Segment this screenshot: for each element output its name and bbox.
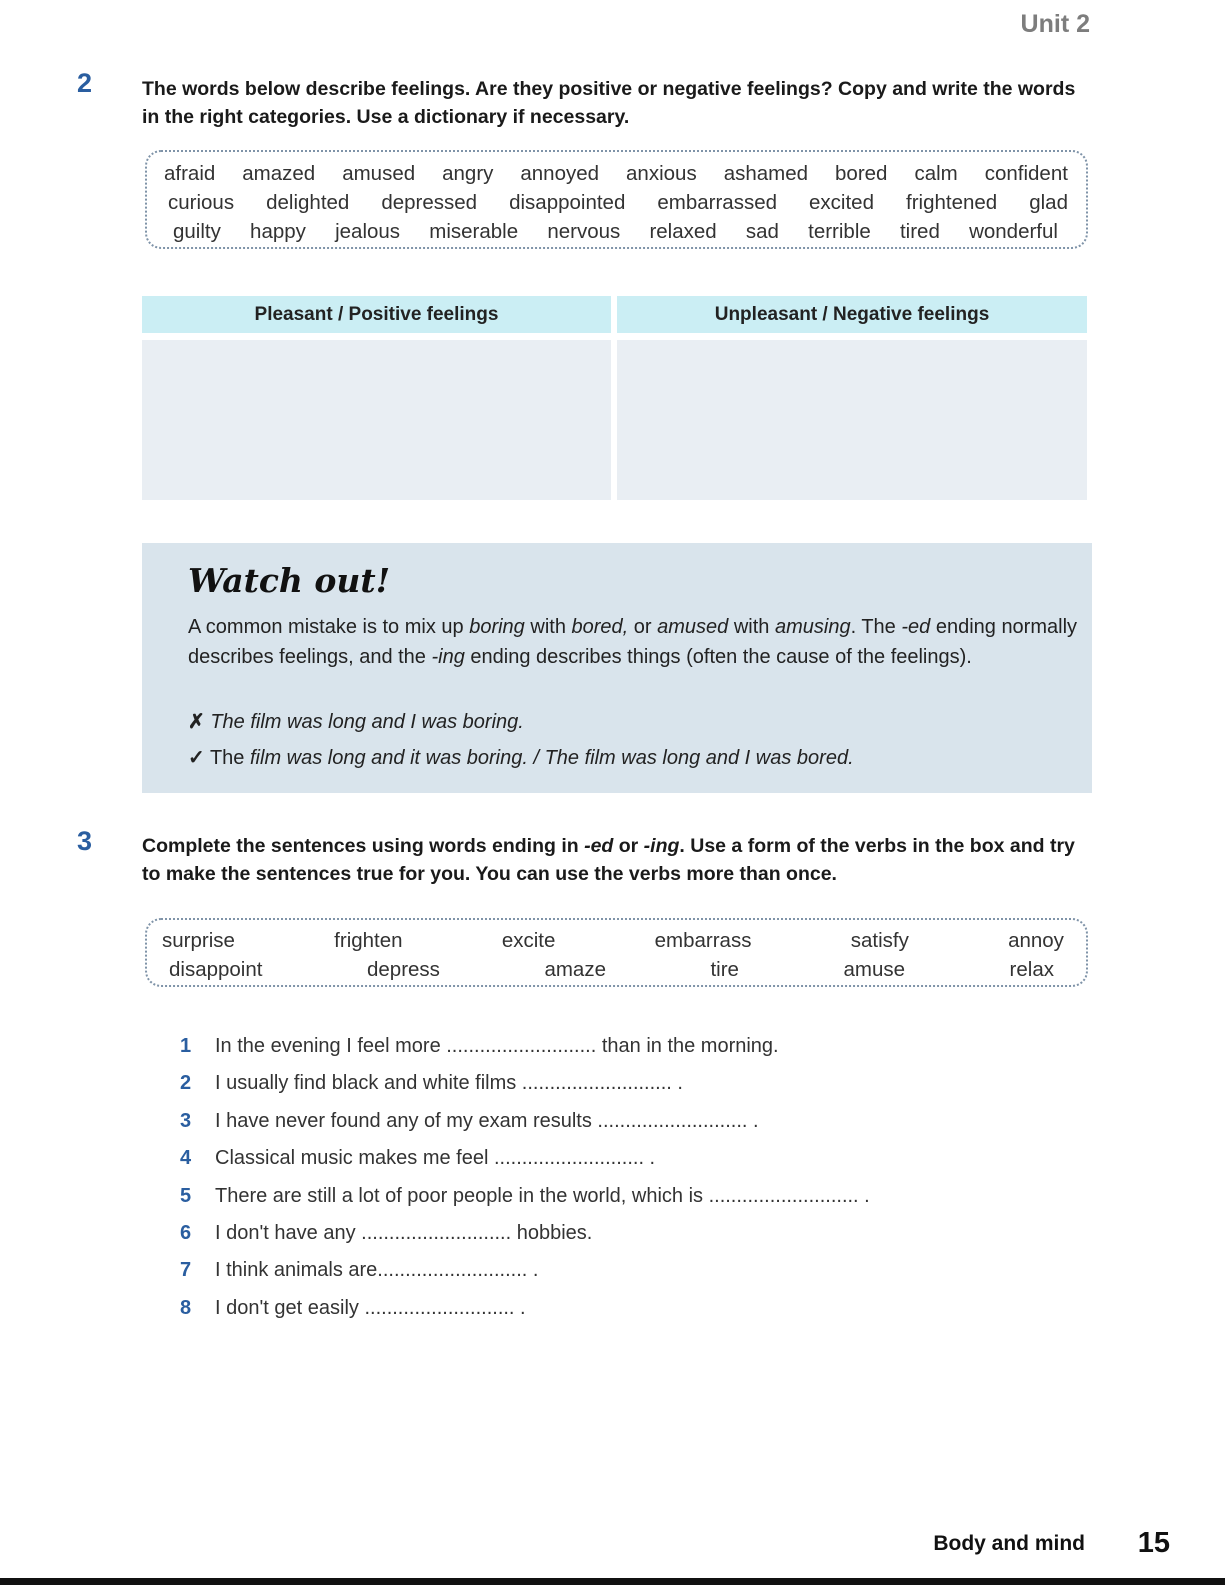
- exercise-2-number: 2: [77, 68, 93, 98]
- wrong-example-text: The film was long and I was boring.: [210, 711, 524, 733]
- negative-column-header: Unpleasant / Negative feelings: [617, 296, 1087, 333]
- sentence-item: [180, 1035, 779, 1058]
- text-segment: or: [613, 835, 644, 857]
- bottom-border: [0, 1578, 1225, 1585]
- verb-row: [162, 926, 1064, 955]
- watch-out-title: Watch out!: [188, 561, 391, 600]
- sentence-number: 8: [180, 1296, 192, 1319]
- sentence-item: [180, 1110, 759, 1133]
- word-box: [145, 150, 1088, 249]
- verb-word: disappoint: [169, 958, 263, 981]
- verb-word: annoy: [1008, 929, 1064, 952]
- feeling-word: bored: [835, 162, 888, 185]
- verb-word: excite: [501, 929, 556, 952]
- sentence-item: [180, 1297, 526, 1320]
- feeling-word: embarrassed: [657, 191, 778, 214]
- verb-word: amuse: [843, 958, 906, 981]
- feeling-word: amazed: [242, 162, 316, 185]
- italic-text: amusing: [774, 616, 851, 638]
- sentence-text: I usually find black and white films ........................... .: [215, 1072, 683, 1095]
- negative-answer-area: [617, 340, 1087, 500]
- check-icon: ✓: [188, 747, 205, 769]
- feeling-word: wonderful: [969, 220, 1058, 243]
- sentence-number: 2: [180, 1072, 192, 1095]
- feeling-word: disappointed: [509, 191, 626, 214]
- watch-out-box: [142, 543, 1092, 793]
- text-segment: . The: [850, 616, 902, 638]
- sentence-text: I think animals are........................... .: [215, 1259, 539, 1282]
- page-number: 15: [1137, 1527, 1170, 1559]
- sentence-item: [180, 1222, 592, 1245]
- verb-word: embarrass: [654, 929, 752, 952]
- feeling-word: confident: [984, 162, 1068, 185]
- feeling-word: tired: [899, 220, 940, 243]
- feeling-word: amused: [342, 162, 416, 185]
- verb-word: amaze: [544, 958, 606, 981]
- exercise-3-instruction: [142, 832, 1092, 888]
- feeling-word: frightened: [906, 191, 998, 214]
- wrong-example: [188, 708, 1078, 738]
- feeling-word: sad: [745, 220, 779, 243]
- feeling-word: terrible: [808, 220, 871, 243]
- feeling-word: nervous: [547, 220, 621, 243]
- feeling-word: angry: [442, 162, 494, 185]
- sentence-text: There are still a lot of poor people in the world, which is ........................... .: [215, 1184, 870, 1207]
- text-segment: A common mistake is to mix up: [188, 616, 470, 638]
- sentence-item: [180, 1185, 870, 1208]
- verb-word: surprise: [162, 929, 235, 952]
- verb-word: frighten: [334, 929, 403, 952]
- word-row: [164, 188, 1068, 217]
- text-segment: . Use a form of the verbs in the box and try to make the sentences true for you. You can use the verbs more than once.: [142, 835, 1075, 885]
- feeling-word: annoyed: [520, 162, 600, 185]
- watch-out-explanation: [188, 613, 1078, 672]
- positive-answer-area: [142, 340, 611, 500]
- text-segment: ending normally describes feelings, and the: [188, 616, 1078, 668]
- verb-word: tire: [710, 958, 739, 981]
- feeling-word: relaxed: [649, 220, 717, 243]
- italic-text: -ing: [431, 645, 465, 668]
- unit-label: Unit 2: [1020, 10, 1090, 38]
- feeling-word: miserable: [429, 220, 519, 243]
- sentence-item: [180, 1147, 655, 1170]
- sentence-number: 1: [180, 1035, 192, 1057]
- feeling-word: guilty: [173, 220, 221, 243]
- italic-text: -ed: [901, 616, 931, 638]
- sentence-text: I don't get easily ........................... .: [215, 1296, 526, 1319]
- text-segment: ending describes things (often the cause of the feelings).: [464, 645, 972, 668]
- feeling-word: excited: [809, 191, 874, 214]
- sentence-text: I have never found any of my exam results ........................... .: [215, 1109, 759, 1132]
- positive-column-header: Pleasant / Positive feelings: [142, 296, 611, 333]
- feeling-word: afraid: [164, 162, 216, 185]
- verb-box: [145, 918, 1088, 987]
- verb-row: [162, 955, 1064, 984]
- cross-icon: ✗: [188, 711, 205, 733]
- exercise-3-number: 3: [77, 826, 93, 856]
- feeling-word: glad: [1029, 191, 1068, 214]
- verb-word: satisfy: [850, 929, 909, 952]
- verb-word: depress: [366, 958, 440, 981]
- feeling-word: jealous: [335, 220, 401, 243]
- italic-text: bored,: [571, 616, 629, 638]
- italic-text: amused: [657, 616, 729, 638]
- word-row: [164, 217, 1068, 246]
- sentence-number: 5: [180, 1184, 192, 1207]
- sentence-item: [180, 1072, 683, 1095]
- section-title: Body and mind: [933, 1532, 1085, 1555]
- verb-word: relax: [1009, 958, 1054, 981]
- sentence-number: 7: [180, 1259, 192, 1282]
- exercise-2-instruction: The words below describe feelings. Are they positive or negative feelings? Copy and write the words in the right categories. Use a dictionary if necessary.: [142, 78, 1076, 128]
- italic-text: boring: [469, 616, 525, 638]
- sentence-item: [180, 1259, 538, 1282]
- feeling-word: curious: [168, 191, 235, 214]
- italic-text: -ed: [584, 835, 614, 857]
- feeling-word: delighted: [266, 191, 350, 214]
- sentence-text: Classical music makes me feel ........................... .: [215, 1147, 656, 1170]
- sentence-number: 6: [180, 1222, 192, 1244]
- feeling-word: ashamed: [723, 162, 809, 185]
- sentence-number: 3: [180, 1109, 192, 1132]
- right-example-text: film was long and it was boring. / The film was long and I was bored.: [250, 747, 854, 769]
- text-segment: with: [728, 616, 775, 638]
- feeling-word: calm: [914, 162, 958, 185]
- text-segment: with: [524, 616, 572, 638]
- sentence-text: I don't have any ........................... hobbies.: [215, 1222, 593, 1244]
- word-row: [164, 159, 1068, 188]
- sentence-number: 4: [180, 1147, 192, 1170]
- italic-text: -ing: [643, 835, 680, 857]
- right-example-lead: The: [209, 747, 245, 769]
- feeling-word: anxious: [626, 162, 697, 185]
- feeling-word: depressed: [381, 191, 478, 214]
- text-segment: or: [628, 616, 658, 638]
- right-example: [188, 744, 1078, 774]
- text-segment: Complete the sentences using words ending in: [142, 835, 585, 857]
- feeling-word: happy: [250, 220, 306, 243]
- sentence-text: In the evening I feel more ........................... than in the morning.: [215, 1035, 779, 1057]
